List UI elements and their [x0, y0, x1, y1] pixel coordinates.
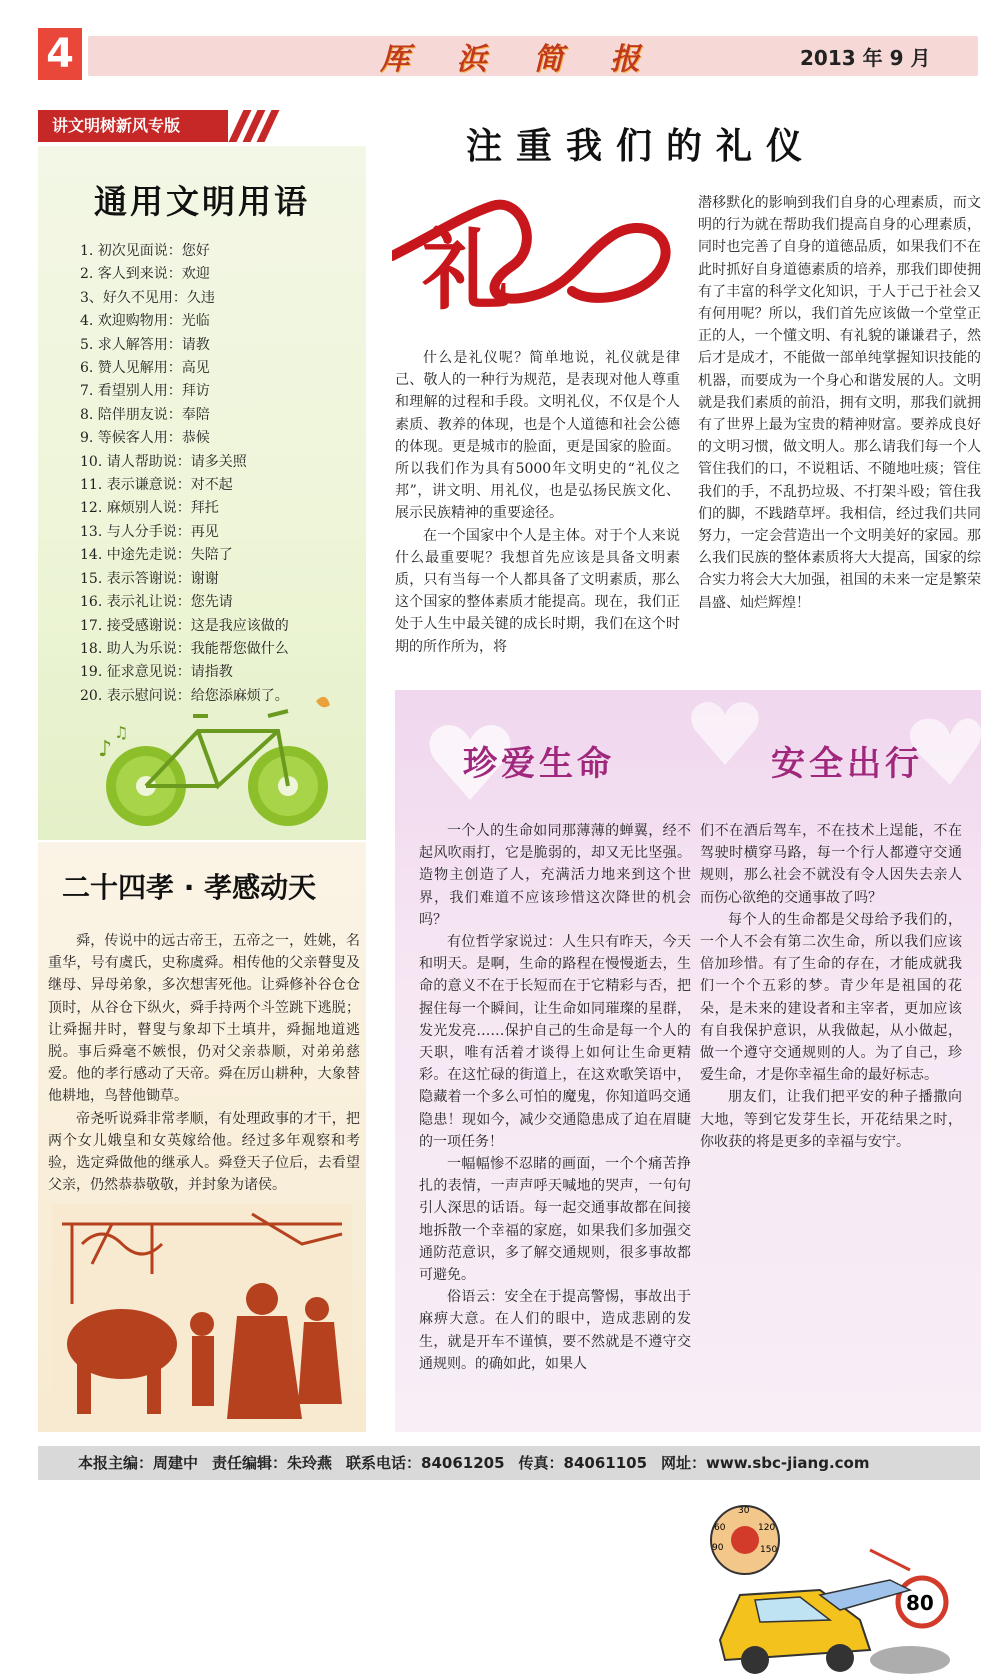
list-item: 14. 中途先走说：失陪了 — [80, 547, 233, 564]
paragraph: 们不在酒后驾车，不在技术上逞能，不在驾驶时横穿马路，每一个行人都遵守交通规则，那么社会不就没有令人因失去亲人而伤心欲绝的交通事故了吗？ — [700, 823, 962, 906]
list-item: 7. 看望别人用：拜访 — [80, 383, 210, 400]
footer-url[interactable]: 网址：www.sbc-jiang.com — [661, 1454, 870, 1472]
list-item: 8. 陪伴朋友说：奉陪 — [80, 406, 210, 423]
title-char-1: 厍 — [380, 42, 410, 77]
paragraph: 什么是礼仪呢？简单地说，礼仪就是律己、敬人的一种行为规范，是表现对他人尊重和理解的过程和手段。文明礼仪，不仅是个人素质、教养的体现，也是个人道德和社会公德的体现。更是城市的脸面，更是国家的脸面。所以我们作为具有5000年文明史的“礼仪之邦”，讲文明、用礼仪，也是弘扬民族文化、展示民族精神的重要途径。 — [395, 350, 680, 522]
safety-title-left: 珍爱生命 — [463, 744, 615, 784]
gauge-tick: 90 — [712, 1543, 724, 1553]
civil-phrases-panel — [38, 146, 366, 840]
paragraph: 一幅幅惨不忍睹的画面，一个个痛苦挣扎的表情，一声声呼天喊地的哭声，一句句引人深思的话语。每一起交通事故都在间接地拆散一个幸福的家庭，如果我们多加强交通防范意识，多了解交通规则，很多事故都可避免。 — [419, 1156, 691, 1284]
paragraph: 帝尧听说舜非常孝顺，有处理政事的才干，把两个女儿娥皇和女英嫁给他。经过多年观察和考验，选定舜做他的继承人。舜登天子位后，去看望父亲，仍然恭恭敬敬，并封象为诸侯。 — [48, 1110, 360, 1194]
safety-title — [463, 736, 923, 785]
paragraph: 朋友们，让我们把平安的种子播撒向大地，等到它发芽生长，开花结果之时，你收获的将是更多的幸福与安宁。 — [700, 1089, 962, 1150]
li-ribbon-art — [392, 196, 682, 326]
papercut-illustration — [52, 1204, 352, 1426]
issue-date: 2013 年 9 月 — [800, 46, 931, 70]
paragraph: 每个人的生命都是父母给予我们的，一个人不会有第二次生命，所以我们应该倍加珍惜。有了生命的存在，才能成就我们一个个五彩的梦。青少年是祖国的花朵，是未来的建设者和主宰者，更加应该有自我保护意识，从我做起，从小做起，做一个遵守交通规则的人。为了自己，珍爱生命，才是你幸福生命的最好标志。 — [700, 911, 962, 1084]
etiquette-column-1 — [395, 347, 680, 658]
footer-responsible-editor: 责任编辑：朱玲燕 — [212, 1454, 333, 1472]
phrases-title: 通用文明用语 — [94, 182, 310, 221]
list-item: 5. 求人解答用：请教 — [80, 336, 210, 353]
phrase-list — [80, 240, 289, 708]
list-item: 12. 麻烦别人说：拜托 — [80, 500, 219, 517]
title-char-3: 简 — [533, 42, 564, 77]
paragraph: 有位哲学家说过：人生只有昨天，今天和明天。是啊，生命的路程在慢慢逝去，生命的意义不在于长短而在于它精彩与否，把握住每一个瞬间，让生命如同璀璨的星群，发光发亮……保护自己的生命是每一个人的天职，唯有活着才谈得上如何让生命更精彩。在这忙碌的街道上，在这欢歌笑语中，隐藏着一个多么可怕的魔鬼，你知道吗交通隐患！现如今，减少交通隐患成了迫在眉睫的一项任务！ — [419, 934, 691, 1150]
paragraph: 潜移默化的影响到我们自身的心理素质，而文明的行为就在帮助我们提高自身的心理素质，同时也完善了自身的道德品质，如果我们不在此时抓好自身道德素质的培养，那我们即使拥有了丰富的科学文化知识，于人于己于社会又有何用呢？所以，我们首先应该做一个堂堂正正的人，一个懂文明、有礼貌的谦谦君子，然后才是成才，不能做一部单纯掌握知识技能的机器，而要成为一个身心和谐发展的人。文明就是我们素质的前沿，拥有文明，那我们就拥有了世界上最为宝贵的精神财富。要养成良好的文明习惯，做文明人。那么请我们每一个人管住我们的口，不说粗话、不随地吐痰；管住我们的手，不乱扔垃圾、不打架斗殴；管住我们的脚，不践踏草坪。我相信，经过我们共同努力，一定会营造出一个文明美好的家园。那么我们民族的整体素质将大大提高，国家的综合实力将会大大加强，祖国的未来一定是繁荣昌盛、灿烂辉煌！ — [698, 195, 981, 611]
list-item: 18. 助人为乐说：我能帮您做什么 — [80, 640, 289, 657]
safety-column-2 — [700, 820, 962, 1153]
list-item: 4. 欢迎购物用：光临 — [80, 313, 210, 330]
paragraph: 在一个国家中个人是主体。对于个人来说什么最重要呢？我想首先应该是具备文明素质，只有当每一个人都具备了文明素质，那么这个国家的整体素质才能提高。现在，我们正处于人生中最关键的成长时期，我们在这个时期的所作所为，将 — [395, 527, 680, 655]
etiquette-column-2 — [698, 192, 981, 614]
list-item: 9. 等候客人用：恭候 — [80, 430, 210, 447]
paragraph: 一个人的生命如同那薄薄的蝉翼，经不起风吹雨打，它是脆弱的，却又无比坚强。造物主创造了人，充满活力地来到这个世界，我们难道不应该珍惜这次降世的机会吗？ — [419, 823, 691, 928]
section-tag: 讲文明树新风专版 — [38, 110, 228, 142]
article-title: 注重我们的礼仪 — [466, 126, 817, 167]
list-item: 1. 初次见面说：您好 — [80, 243, 210, 259]
list-item: 19. 征求意见说：请指教 — [80, 664, 233, 681]
list-item: 15. 表示答谢说：谢谢 — [80, 570, 219, 587]
list-item: 17. 接受感谢说：这是我应该做的 — [80, 617, 289, 634]
footer-editor: 本报主编：周建中 — [78, 1454, 199, 1472]
footer-bar — [38, 1446, 980, 1480]
filial-article — [48, 930, 360, 1196]
svg-text:♫: ♫ — [114, 723, 129, 742]
filial-title: 二十四孝 · 孝感动天 — [62, 871, 317, 904]
list-item: 6. 赞人见解用：高见 — [80, 360, 210, 377]
svg-text:♪: ♪ — [98, 737, 113, 762]
list-item: 20. 表示慰问说：给您添麻烦了。 — [80, 687, 289, 704]
li-character: 礼 — [422, 218, 511, 322]
list-item: 2. 客人到来说：欢迎 — [80, 266, 210, 283]
list-item: 10. 请人帮助说：请多关照 — [80, 453, 247, 470]
gauge-tick: 30 — [738, 1506, 750, 1516]
speed-limit-value: 80 — [906, 1591, 934, 1615]
safety-title-right: 安全出行 — [771, 744, 923, 784]
footer-fax: 传真：84061105 — [518, 1454, 648, 1472]
leaf-bicycle-illustration — [88, 686, 348, 836]
gauge-tick: 120 — [758, 1523, 776, 1533]
paragraph: 舜，传说中的远古帝王，五帝之一，姓姚，名重华，号有虞氏，史称虞舜。相传他的父亲瞽叟及继母、异母弟象，多次想害死他。让舜修补谷仓仓顶时，从谷仓下纵火，舜手持两个斗笠跳下逃脱；让舜掘井时，瞽叟与象却下土填井，舜掘地道逃脱。事后舜毫不嫉恨，仍对父亲恭顺，对弟弟慈爱。他的孝行感动了天帝。舜在厉山耕种，大象替他耕地，鸟替他锄草。 — [48, 933, 360, 1105]
page-number: 4 — [38, 28, 82, 80]
filial-piety-panel — [38, 842, 366, 1432]
footer-phone: 联系电话：84061205 — [346, 1454, 505, 1472]
gauge-tick: 150 — [760, 1545, 778, 1555]
title-char-2: 浜 — [456, 42, 487, 77]
list-item: 16. 表示礼让说：您先请 — [80, 594, 233, 611]
title-char-4: 报 — [609, 42, 640, 77]
speeding-car-illustration — [700, 1500, 958, 1680]
paragraph: 俗语云：安全在于提高警惕，事故出于麻痹大意。在人们的眼中，造成悲剧的发生，就是开车不谨慎，要不然就是不遵守交通规则。的确如此，如果人 — [419, 1289, 691, 1372]
list-item: 3、好久不见用：久违 — [80, 289, 215, 306]
safety-column-1 — [419, 820, 691, 1375]
newspaper-title — [380, 36, 640, 76]
list-item: 13. 与人分手说：再见 — [80, 523, 219, 540]
list-item: 11. 表示谦意说：对不起 — [80, 477, 233, 494]
gauge-tick: 60 — [714, 1523, 726, 1533]
